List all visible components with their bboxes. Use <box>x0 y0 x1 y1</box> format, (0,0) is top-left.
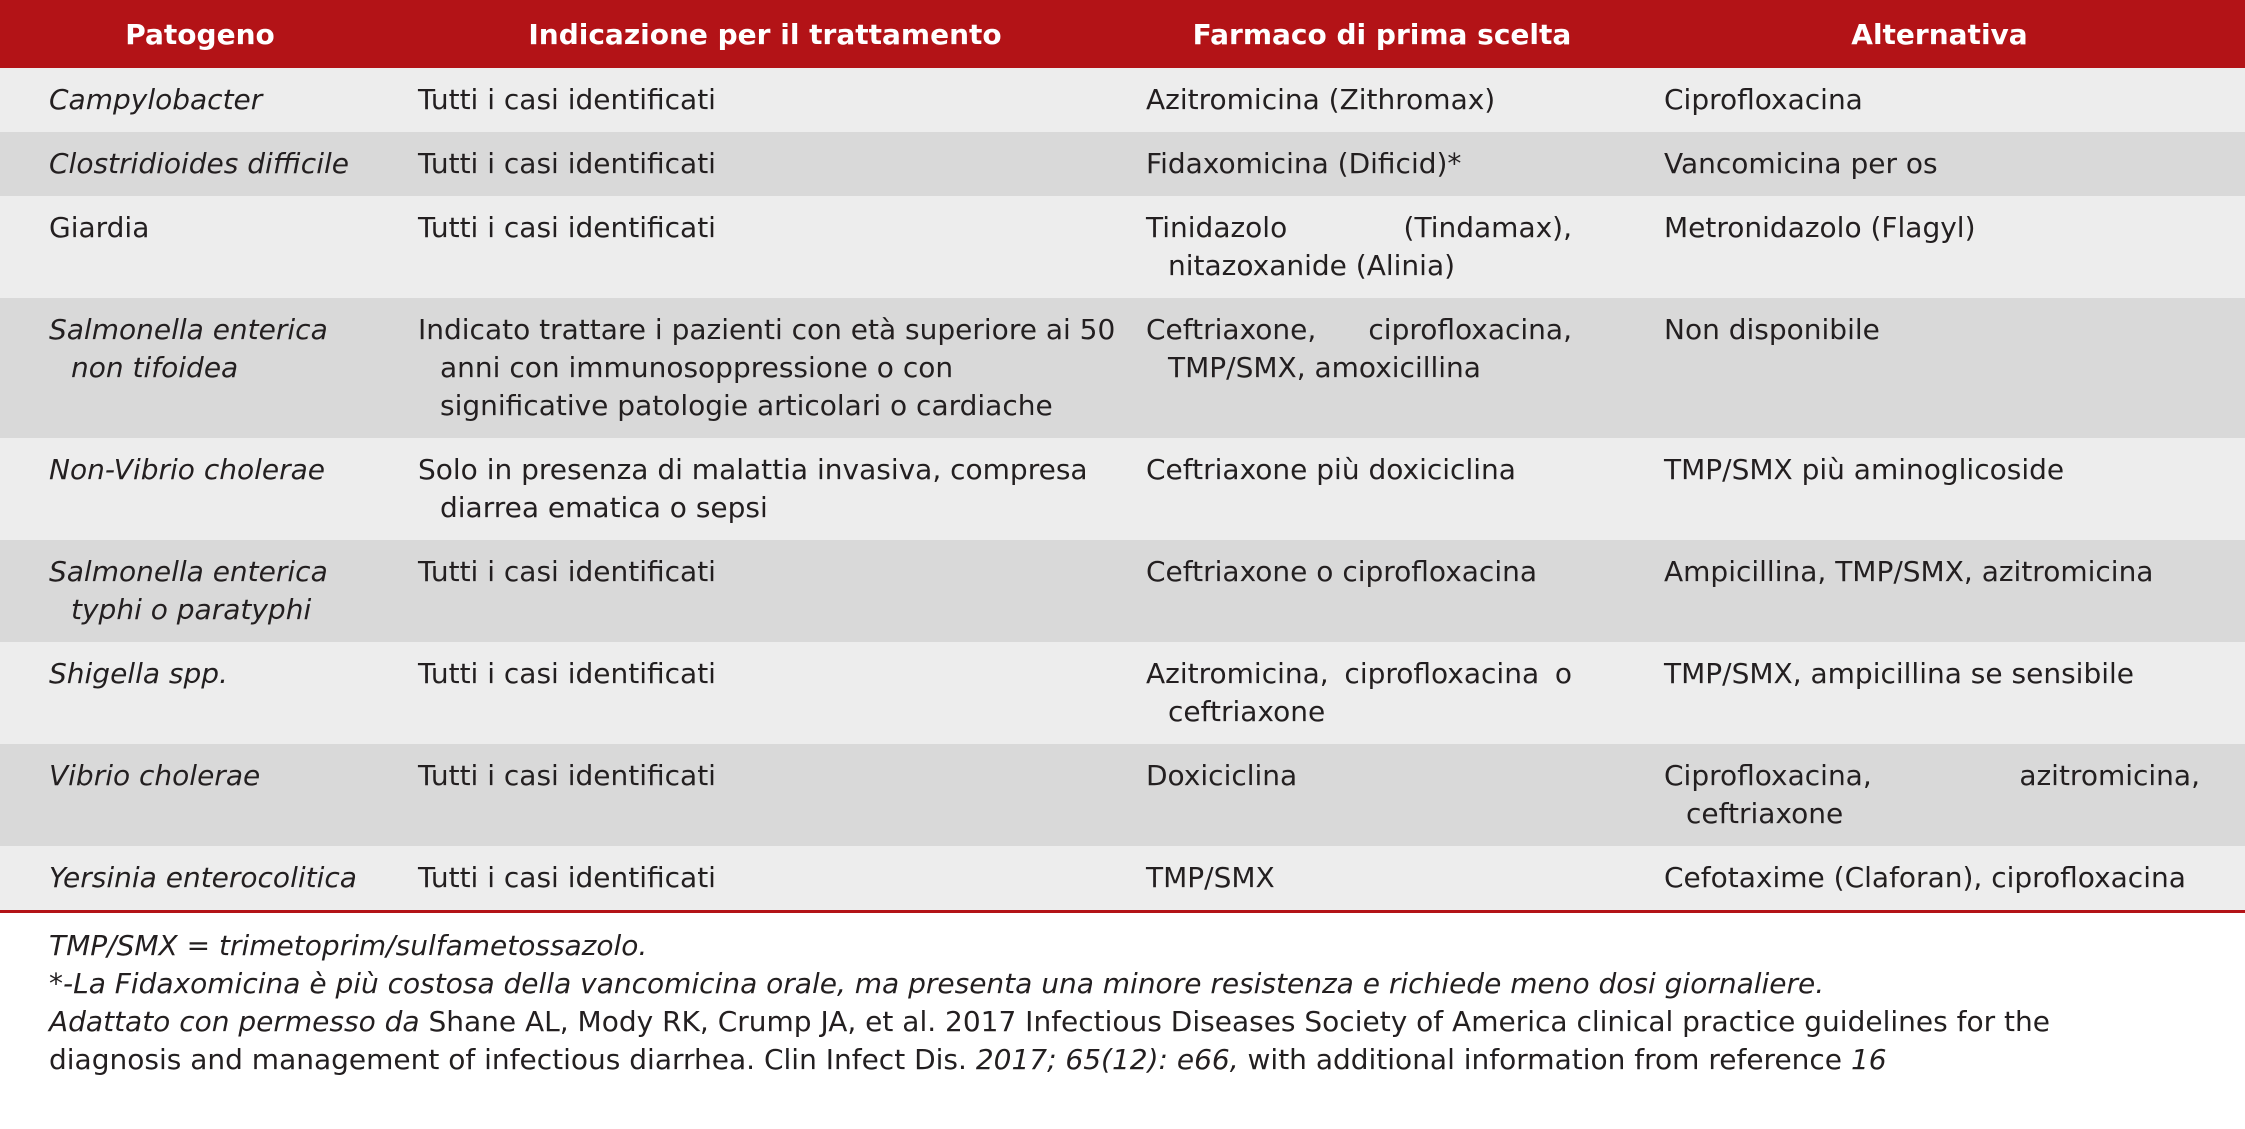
indication-cell: Tutti i casi identificati <box>418 759 716 792</box>
table-row <box>0 846 2245 912</box>
first-choice-cell: Ceftriaxone più doxiciclina <box>1146 453 1516 486</box>
indication-cell: Tutti i casi identificati <box>418 147 716 180</box>
pathogen-cell: Salmonella enterica non tifoidea <box>49 313 328 384</box>
table-row <box>0 196 2245 298</box>
adapted-prefix: Adattato con permesso da <box>49 1005 420 1038</box>
header-first-choice: Farmaco di prima scelta <box>1192 17 1572 51</box>
first-choice-cell: TMP/SMX <box>1146 861 1275 894</box>
pathogen-cell: Vibrio cholerae <box>49 759 261 792</box>
alternative-cell: Metronidazolo (Flagyl) <box>1664 211 1976 244</box>
header-alternative: Alternativa <box>1851 17 2028 51</box>
table-row <box>0 438 2245 540</box>
pathogen-cell: Giardia <box>49 211 150 244</box>
alternative-cell: TMP/SMX più aminoglicoside <box>1664 453 2065 486</box>
first-choice-cell: Fidaxomicina (Dificid)* <box>1146 147 1462 180</box>
source-line-1 <box>49 1003 2245 1041</box>
first-choice-cell: Azitromicina, ciprofloxacina o ceftriaxone <box>1146 657 1572 728</box>
alternative-cell: Ciprofloxacina <box>1664 83 1863 116</box>
pathogen-cell: Campylobacter <box>49 83 263 116</box>
first-choice-cell: Ceftriaxone, ciprofloxacina, TMP/SMX, amoxicillina <box>1146 313 1572 384</box>
indication-cell: Tutti i casi identificati <box>418 555 716 588</box>
alternative-cell: Cefotaxime (Claforan), ciprofloxacina <box>1664 861 2186 894</box>
alternative-cell: Vancomicina per os <box>1664 147 1938 180</box>
indication-cell: Tutti i casi identificati <box>418 861 716 894</box>
alternative-cell: Non disponibile <box>1664 313 1880 346</box>
indication-cell: Tutti i casi identificati <box>418 657 716 690</box>
header-indication: Indicazione per il trattamento <box>528 17 1002 51</box>
table-row <box>0 642 2245 744</box>
table-row <box>0 298 2245 438</box>
reference-number: 16 <box>1850 1043 1887 1076</box>
indication-cell: Indicato trattare i pazienti con età superiore ai 50 anni con immunosoppressione o con significative patologie articolari o cardiache <box>418 313 1116 422</box>
source-tail: with additional information from reference <box>1238 1043 1851 1076</box>
header-row <box>0 0 2245 68</box>
abbreviation-note: TMP/SMX = trimetoprim/sulfametossazolo. <box>49 929 648 962</box>
indication-cell: Tutti i casi identificati <box>418 83 716 116</box>
table-notes <box>0 913 2245 1079</box>
pathogen-cell: Yersinia enterocolitica <box>49 861 357 894</box>
first-choice-cell: Tinidazolo (Tindamax), nitazoxanide (Alinia) <box>1146 211 1572 282</box>
indication-cell: Solo in presenza di malattia invasiva, compresa diarrea ematica o sepsi <box>418 453 1088 524</box>
first-choice-cell: Azitromicina (Zithromax) <box>1146 83 1496 116</box>
pathogen-cell: Salmonella enterica typhi o paratyphi <box>49 555 328 626</box>
table-row <box>0 744 2245 846</box>
first-choice-cell: Doxiciclina <box>1146 759 1298 792</box>
citation: 2017; 65(12): e66, <box>975 1043 1239 1076</box>
source-line-2 <box>49 1041 2245 1079</box>
table-row <box>0 540 2245 642</box>
source-text-2: diagnosis and management of infectious diarrhea. Clin Infect Dis. <box>49 1043 976 1076</box>
first-choice-cell: Ceftriaxone o ciprofloxacina <box>1146 555 1538 588</box>
source-text-1: Shane AL, Mody RK, Crump JA, et al. 2017 Infectious Diseases Society of America clinical practice guidelines for the <box>419 1005 2050 1038</box>
table-row <box>0 132 2245 196</box>
header-pathogen: Patogeno <box>125 17 275 51</box>
alternative-cell: Ciprofloxacina, azitromicina, ceftriaxone <box>1664 759 2200 830</box>
alternative-cell: Ampicillina, TMP/SMX, azitromicina <box>1664 555 2154 588</box>
pathogen-cell: Shigella spp. <box>49 657 228 690</box>
pathogen-cell: Non-Vibrio cholerae <box>49 453 325 486</box>
alternative-cell: TMP/SMX, ampicillina se sensibile <box>1664 657 2134 690</box>
footnote: *-La Fidaxomicina è più costosa della vancomicina orale, ma presenta una minore resistenza e richiede meno dosi giornaliere. <box>49 967 1825 1000</box>
indication-cell: Tutti i casi identificati <box>418 211 716 244</box>
table-row <box>0 68 2245 132</box>
pathogen-cell: Clostridioides difficile <box>49 147 349 180</box>
